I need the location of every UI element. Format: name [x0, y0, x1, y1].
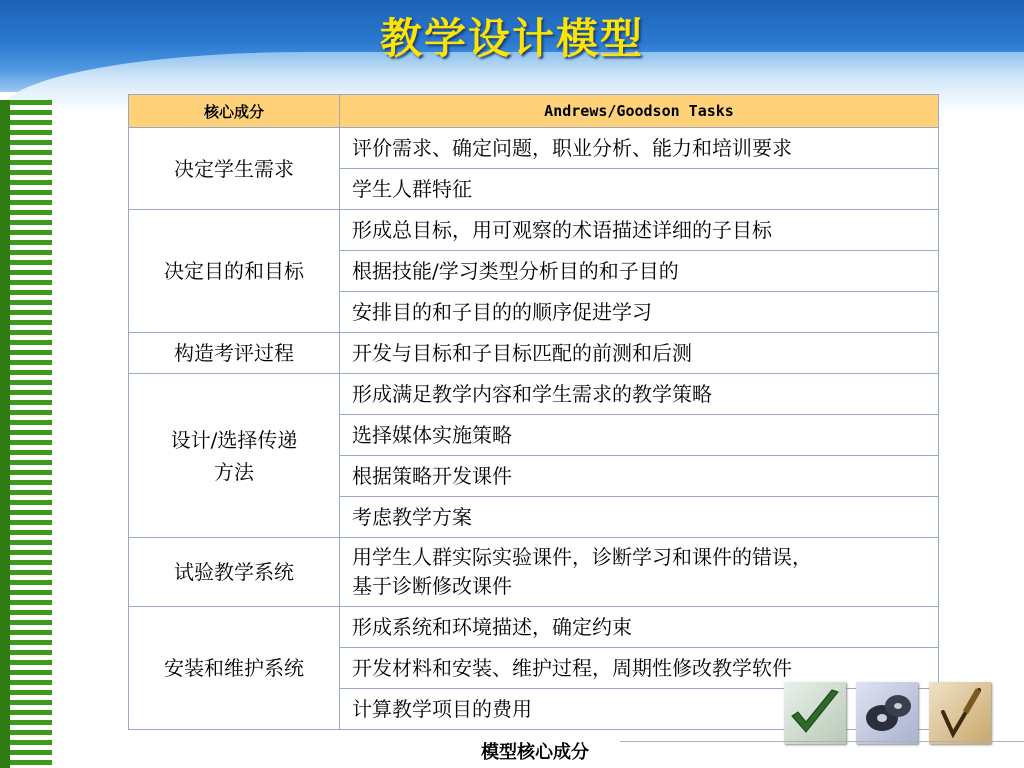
- task-cell: 根据技能/学习类型分析目的和子目的: [340, 251, 939, 292]
- task-line: 用学生人群实际实验课件，诊断学习和课件的错误，: [352, 545, 812, 569]
- component-cell: 决定目的和目标: [129, 210, 340, 333]
- task-cell: 形成总目标，用可观察的术语描述详细的子目标: [340, 210, 939, 251]
- table-row: [129, 607, 939, 648]
- task-cell: [340, 538, 939, 607]
- header-tasks: Andrews/Goodson Tasks: [340, 95, 939, 128]
- table-header-row: [129, 95, 939, 128]
- task-cell: 开发与目标和子目标匹配的前测和后测: [340, 333, 939, 374]
- page-title: 教学设计模型: [379, 14, 644, 63]
- component-cell: [129, 374, 340, 538]
- footer-title: 模型核心成分: [481, 742, 589, 763]
- component-cell: 试验教学系统: [129, 538, 340, 607]
- table-row: [129, 374, 939, 415]
- task-cell: 根据策略开发课件: [340, 456, 939, 497]
- task-cell: 评价需求、确定问题，职业分析、能力和培训要求: [340, 128, 939, 169]
- task-cell: 计算教学项目的费用: [340, 689, 939, 730]
- task-cell: 形成满足教学内容和学生需求的教学策略: [340, 374, 939, 415]
- model-components-table: [128, 94, 939, 730]
- task-cell: 选择媒体实施策略: [340, 415, 939, 456]
- task-cell: 学生人群特征: [340, 169, 939, 210]
- task-line: 基于诊断修改课件: [352, 574, 512, 598]
- checkmark-icon: [784, 682, 846, 744]
- component-cell: 决定学生需求: [129, 128, 340, 210]
- table-row: [129, 333, 939, 374]
- pen-check-icon: [929, 682, 991, 744]
- task-cell: 考虑教学方案: [340, 497, 939, 538]
- footer-rule: [620, 741, 1024, 742]
- left-bar-shade: [0, 100, 10, 768]
- disc-icon: [856, 682, 918, 744]
- component-line: 方法: [214, 459, 254, 484]
- component-cell: 构造考评过程: [129, 333, 340, 374]
- task-cell: 安排目的和子目的的顺序促进学习: [340, 292, 939, 333]
- task-cell: 形成系统和环境描述，确定约束: [340, 607, 939, 648]
- table-row: [129, 538, 939, 607]
- component-cell: 安装和维护系统: [129, 607, 340, 730]
- header-component: 核心成分: [129, 95, 340, 128]
- component-line: 设计/选择传递: [170, 427, 298, 452]
- table-row: [129, 128, 939, 169]
- table-row: [129, 210, 939, 251]
- task-cell: 开发材料和安装、维护过程，周期性修改教学软件: [340, 648, 939, 689]
